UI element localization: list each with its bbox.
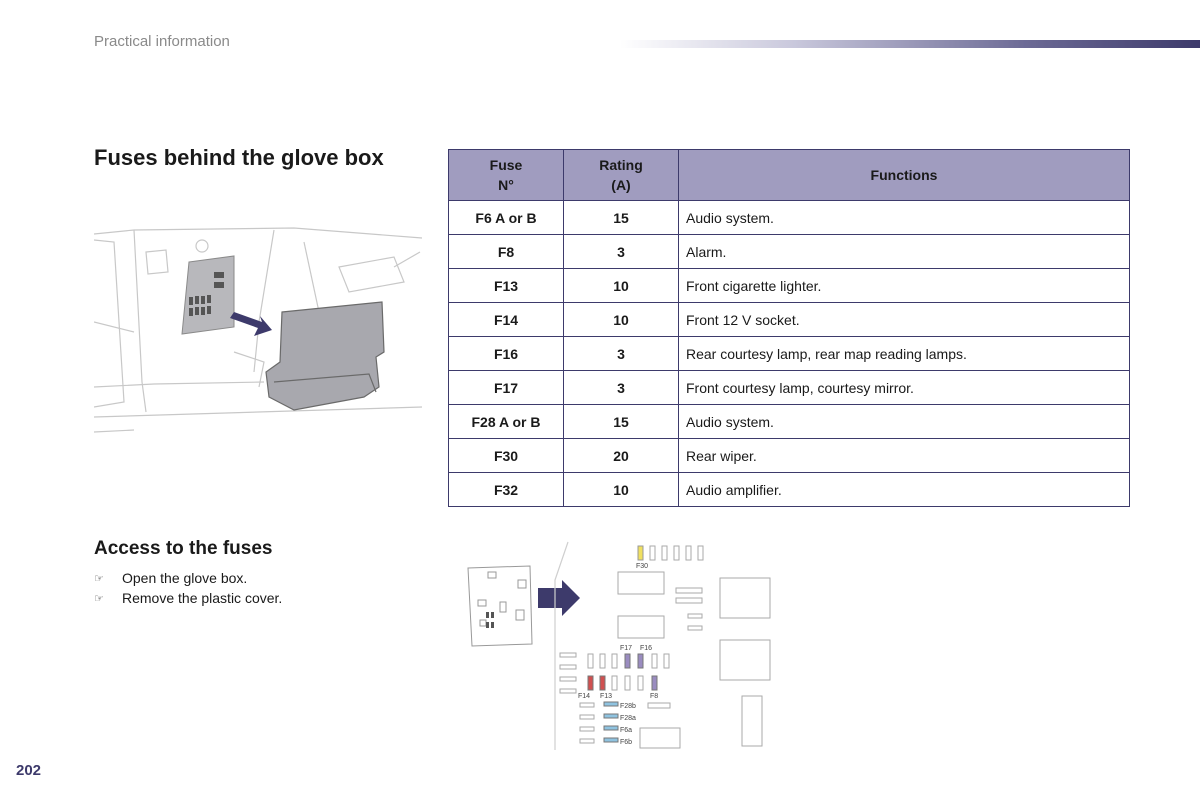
fuse-cell: F28 A or B [449, 405, 564, 439]
label-f28b: F28b [620, 703, 636, 710]
rating-cell: 10 [564, 303, 679, 337]
rating-cell: 3 [564, 235, 679, 269]
header-gradient-bar [620, 40, 1200, 48]
header-rating-line2: (A) [611, 177, 631, 193]
fuse-layout-diagram [460, 540, 790, 752]
function-cell: Rear courtesy lamp, rear map reading lamps. [679, 337, 1130, 371]
fuse-cell: F16 [449, 337, 564, 371]
rating-cell: 3 [564, 371, 679, 405]
access-steps-list [94, 568, 282, 608]
rating-cell: 10 [564, 269, 679, 303]
fuse-cell: F14 [449, 303, 564, 337]
label-f6a: F6a [620, 727, 633, 734]
label-f13: F13 [600, 693, 613, 700]
fuse-cell: F6 A or B [449, 201, 564, 235]
header-fuse [449, 150, 564, 201]
section-label: Practical information [94, 33, 230, 50]
rating-cell: 3 [564, 337, 679, 371]
label-f17: F17 [620, 645, 633, 652]
header-fuse-line2: N° [498, 177, 514, 193]
function-cell: Alarm. [679, 235, 1130, 269]
access-title: Access to the fuses [94, 538, 273, 559]
label-f30: F30 [636, 563, 649, 570]
rating-cell: 10 [564, 473, 679, 507]
header-fuse-line1: Fuse [489, 157, 523, 173]
fuse-cell: F30 [449, 439, 564, 473]
arrow-icon [230, 312, 272, 336]
rating-cell: 15 [564, 201, 679, 235]
page-title: Fuses behind the glove box [94, 145, 384, 170]
label-f14: F14 [578, 693, 591, 700]
fuse-cell: F13 [449, 269, 564, 303]
page-number: 202 [16, 762, 42, 779]
function-cell: Front 12 V socket. [679, 303, 1130, 337]
function-cell: Front cigarette lighter. [679, 269, 1130, 303]
header-functions: Functions [679, 150, 1130, 201]
table-row [449, 439, 1130, 473]
label-f8: F8 [650, 693, 659, 700]
fuse-box-detail [560, 546, 770, 748]
fuse-cell: F32 [449, 473, 564, 507]
table-header-row [449, 150, 1130, 201]
rating-cell: 15 [564, 405, 679, 439]
fuse-table [448, 149, 1130, 507]
table-row [449, 337, 1130, 371]
table-row [449, 303, 1130, 337]
arrow-icon [538, 580, 580, 616]
step-text: Remove the plastic cover. [122, 590, 283, 606]
glove-box-illustration [94, 212, 424, 437]
table-row [449, 235, 1130, 269]
label-f16: F16 [640, 645, 653, 652]
function-cell: Audio amplifier. [679, 473, 1130, 507]
header-rating [564, 150, 679, 201]
table-row [449, 269, 1130, 303]
list-item [94, 588, 282, 608]
rating-cell: 20 [564, 439, 679, 473]
plastic-cover-icon [266, 302, 384, 410]
table-row [449, 201, 1130, 235]
label-f6b: F6b [620, 739, 633, 746]
table-row [449, 405, 1130, 439]
step-text: Open the glove box. [122, 570, 248, 586]
list-item [94, 568, 282, 588]
function-cell: Rear wiper. [679, 439, 1130, 473]
table-row [449, 371, 1130, 405]
function-cell: Audio system. [679, 201, 1130, 235]
table-row [449, 473, 1130, 507]
label-f28a: F28a [620, 715, 636, 722]
fuse-cell: F8 [449, 235, 564, 269]
fuse-box-thumbnail [468, 566, 532, 646]
header-rating-line1: Rating [599, 157, 643, 173]
function-cell: Front courtesy lamp, courtesy mirror. [679, 371, 1130, 405]
fuse-cell: F17 [449, 371, 564, 405]
pointing-hand-icon: ☞ [94, 592, 104, 605]
pointing-hand-icon: ☞ [94, 572, 104, 585]
function-cell: Audio system. [679, 405, 1130, 439]
